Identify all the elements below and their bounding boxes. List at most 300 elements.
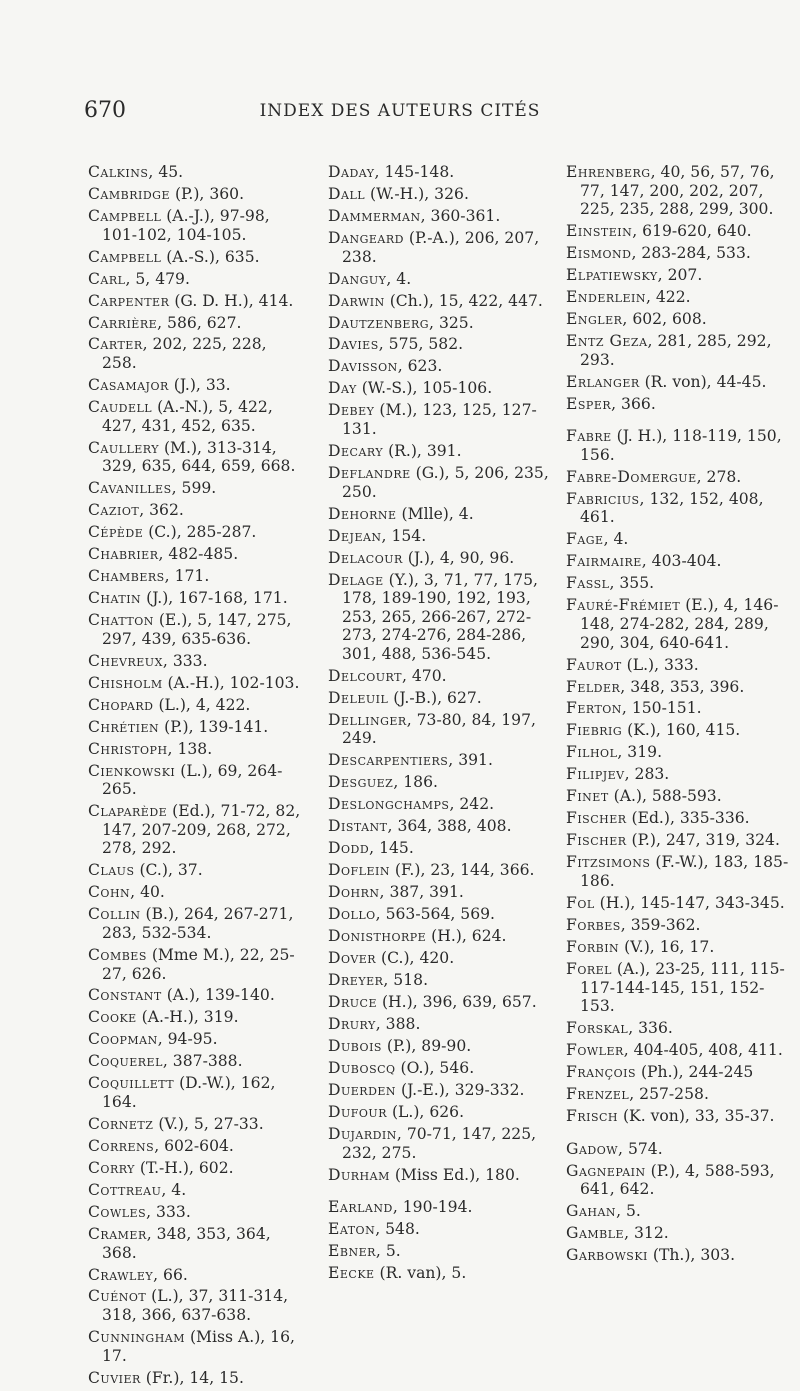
author-name: Descarpentiers [328, 751, 449, 770]
page-references: , 281, 285, 292, 293. [580, 332, 772, 369]
page-references: , 145-148. [374, 163, 455, 181]
index-entry [566, 1162, 790, 1199]
author-name: Earland [328, 1198, 393, 1217]
index-entry [328, 442, 556, 461]
index-entry [328, 270, 556, 289]
author-name: Distant [328, 817, 388, 836]
author-name: Dollo [328, 905, 376, 924]
index-entry [566, 1246, 790, 1265]
index-entry [566, 1224, 790, 1243]
author-name: Coopman [88, 1030, 158, 1049]
page-references: , 154. [381, 526, 427, 545]
index-entry [88, 696, 304, 715]
author-name: Dautzenberg [328, 313, 430, 332]
author-name: Delacour [328, 548, 403, 567]
index-entry [328, 505, 556, 524]
page-references: , 325. [429, 313, 474, 332]
page-references: , 4. [603, 530, 629, 549]
index-entry [566, 765, 790, 784]
index-entry [328, 927, 556, 946]
page-references: , 602, 608. [622, 310, 707, 329]
page-references: (K.), 160, 415. [622, 721, 741, 740]
index-entry [566, 960, 790, 1016]
page-references: (H.), 396, 639, 657. [377, 993, 537, 1012]
index-entry [566, 1140, 790, 1159]
author-name: Dammerman [328, 206, 421, 225]
author-name: Cohn [88, 883, 131, 902]
page-references: (L.), 4, 422. [153, 695, 251, 714]
page-header [0, 98, 800, 126]
page-references: (O.), 546. [395, 1059, 475, 1078]
author-name: Cavanilles [88, 479, 172, 498]
index-entry [328, 751, 556, 770]
index-entry [88, 589, 304, 608]
page-references: (L.), 626. [386, 1103, 465, 1122]
page-references: (P.), 4, 588-593, 641, 642. [580, 1161, 775, 1199]
author-name: Delcourt [328, 666, 402, 685]
page-references: (Ed.), 71-72, 82, 147, 207-209, 268, 272, 278, 292. [102, 802, 301, 858]
author-name: Chopard [88, 695, 154, 714]
index-entry [566, 678, 790, 697]
author-name: Fage [566, 530, 604, 549]
index-entry [88, 905, 304, 942]
page-references: , 145. [369, 839, 414, 858]
page-references: , 602-604. [154, 1136, 234, 1155]
author-name: Durham [328, 1165, 390, 1184]
author-name: Filhol [566, 743, 618, 762]
index-entry [328, 905, 556, 924]
page-references: , 623. [397, 357, 443, 376]
page-references: (Y.), 3, 71, 77, 175, 178, 189-190, 192, 193, 253, 265, 266-267, 272-273, 274-276, 284-286, 301, 488, 536-545. [342, 570, 538, 663]
author-name: François [566, 1063, 636, 1082]
author-name: Casamajor [88, 376, 169, 395]
index-entry [88, 1008, 304, 1027]
index-entry [566, 916, 790, 935]
author-name: Carl [88, 269, 126, 288]
page-references: (W.-H.), 326. [365, 184, 469, 203]
index-entry [328, 1015, 556, 1034]
page-references: (W.-S.), 105-106. [356, 379, 493, 398]
author-name: Dreyer [328, 971, 384, 990]
page-references: , 391. [448, 751, 493, 770]
author-name: Day [328, 379, 357, 398]
page-references: (Fr.), 14, 15. [140, 1368, 244, 1387]
index-entry [328, 711, 556, 748]
author-name: Claparède [88, 802, 168, 821]
index-entry [328, 1103, 556, 1122]
index-entry [328, 1166, 556, 1185]
author-name: Dohrn [328, 883, 380, 902]
index-entry [328, 689, 556, 708]
index-entry [328, 883, 556, 902]
author-name: Chatin [88, 589, 142, 608]
index-entry [88, 883, 304, 902]
page-references: , 171. [164, 567, 210, 586]
page-references: , 482-485. [158, 545, 239, 564]
author-name: Coquillett [88, 1074, 175, 1093]
author-name: Dujardin [328, 1125, 397, 1144]
page-references: (P.), 247, 319, 324. [626, 831, 780, 850]
index-entry [328, 667, 556, 686]
index-entry [88, 1115, 304, 1134]
index-entry [328, 839, 556, 858]
index-entry [328, 401, 556, 438]
author-name: Dover [328, 949, 377, 968]
index-entry [566, 1107, 790, 1126]
page-references: , 70-71, 147, 225, 232, 275. [342, 1125, 537, 1162]
index-entry [88, 1287, 304, 1324]
page-references: , 333. [146, 1202, 191, 1221]
author-name: Forel [566, 959, 612, 978]
index-entry [88, 163, 304, 182]
author-name: Dejean [328, 526, 382, 545]
index-entry [566, 1041, 790, 1060]
author-name: Forbin [566, 937, 620, 956]
author-name: Davies [328, 335, 379, 354]
author-name: Cuvier [88, 1368, 141, 1387]
index-entry [88, 523, 304, 542]
page-references: , 333. [162, 651, 208, 670]
page-references: (H.), 624. [426, 927, 507, 946]
index-entry [328, 527, 556, 546]
author-name: Fischer [566, 809, 627, 828]
index-entry [328, 335, 556, 354]
author-name: Cooke [88, 1008, 137, 1027]
author-name: Fairmaire [566, 552, 642, 571]
author-name: Forskal [566, 1019, 629, 1038]
page-references: , 312. [624, 1224, 669, 1243]
author-name: Campbell [88, 206, 162, 225]
page-references: (V.), 16, 17. [619, 937, 715, 956]
index-entry [328, 971, 556, 990]
index-entry [88, 1159, 304, 1178]
index-entry [566, 490, 790, 527]
author-name: Duerden [328, 1081, 397, 1100]
page-references: (B.), 264, 267-271, 283, 532-534. [102, 905, 294, 942]
author-name: Darwin [328, 291, 385, 310]
index-entry [328, 795, 556, 814]
author-name: Delage [328, 570, 384, 589]
page-references: , 599. [171, 479, 217, 498]
index-entry [88, 1225, 304, 1262]
index-entry [328, 1264, 556, 1283]
author-name: Drury [328, 1015, 376, 1034]
author-name: Caullery [88, 438, 159, 457]
page-references: (L.), 333. [621, 655, 699, 674]
page-references: (J. H.), 118-119, 150, 156. [580, 427, 782, 464]
index-entry [566, 1063, 790, 1082]
page-references: (A.), 23-25, 111, 115-117-144-145, 151, 152-153. [580, 959, 785, 1016]
index-entry [566, 596, 790, 652]
author-name: Cornetz [88, 1115, 154, 1133]
index-entry [328, 185, 556, 204]
page-references: (Mlle), 4. [396, 504, 474, 523]
author-name: Eismond [566, 244, 632, 263]
index-entry [566, 938, 790, 957]
author-name: Calkins [88, 163, 149, 181]
index-entry [566, 894, 790, 913]
page-references: , 94-95. [157, 1030, 218, 1049]
author-name: Entz Geza [566, 332, 648, 351]
index-entry [88, 1203, 304, 1222]
index-entry [88, 1030, 304, 1049]
index-entry [328, 861, 556, 880]
author-name: Garbowski [566, 1246, 648, 1265]
page-references: (L.), 69, 264-265. [102, 761, 283, 799]
author-name: Gagnepain [566, 1161, 646, 1180]
author-name: Gamble [566, 1224, 625, 1243]
author-name: Elpatiewsky [566, 266, 658, 285]
page-references: (A.), 139-140. [161, 986, 275, 1005]
page-references: (J.), 4, 90, 96. [402, 548, 515, 567]
page-references: (A.-J.), 97-98, 101-102, 104-105. [102, 206, 270, 244]
author-name: Dall [328, 184, 366, 203]
page-references: , 387, 391. [379, 883, 464, 902]
page-references: , 348, 353, 396. [620, 677, 745, 696]
page-references: , 45. [148, 163, 184, 181]
index-entry [328, 1081, 556, 1100]
page-references: (P.), 89-90. [381, 1037, 472, 1056]
author-name: Fol [566, 893, 595, 912]
author-name: Doflein [328, 861, 390, 880]
page-references: (K. von), 33, 35-37. [618, 1107, 775, 1126]
author-name: Cottreau [88, 1180, 162, 1199]
index-entry [566, 699, 790, 718]
author-name: Chabrier [88, 545, 159, 564]
page-references: , 40, 56, 57, 76, 77, 147, 200, 202, 207, 225, 235, 288, 299, 300. [580, 163, 775, 219]
author-name: Chevreux [88, 651, 163, 670]
index-entry [328, 549, 556, 568]
index-entry [88, 314, 304, 333]
page-references: (E.), 5, 147, 275, 297, 439, 635-636. [102, 611, 292, 648]
index-entry [328, 949, 556, 968]
author-name: Ehrenberg [566, 163, 651, 181]
author-name: Dodd [328, 839, 370, 858]
author-name: Esper [566, 394, 612, 413]
index-entry [328, 357, 556, 376]
page-references: (M.), 313-314, 329, 635, 644, 659, 668. [102, 438, 296, 476]
page-references: (Ch.), 15, 422, 447. [384, 291, 543, 310]
index-entry [566, 853, 790, 890]
page-references: (H.), 145-147, 343-345. [594, 893, 785, 912]
page-references: (F.), 23, 144, 366. [389, 861, 535, 880]
page-references: , 73-80, 84, 197, 249. [342, 710, 536, 748]
author-name: Chisholm [88, 673, 163, 692]
author-name: Dubois [328, 1037, 382, 1056]
index-entry [88, 986, 304, 1005]
author-name: Dufour [328, 1103, 387, 1122]
index-entry [88, 292, 304, 311]
index-entry [88, 335, 304, 372]
author-name: Crawley [88, 1265, 154, 1284]
author-name: Dellinger [328, 710, 407, 729]
index-entry [88, 1328, 304, 1365]
author-name: Fabre-Domergue [566, 467, 697, 486]
page-references: (A.-H.), 102-103. [162, 673, 300, 692]
page-references: , 5, 479. [125, 269, 190, 288]
index-entry [88, 376, 304, 395]
author-name: Collin [88, 905, 141, 924]
page-references: (J.-B.), 627. [388, 688, 482, 707]
author-name: Cépède [88, 523, 144, 542]
index-entry [88, 946, 304, 983]
author-name: Deleuil [328, 688, 389, 707]
index-entry [328, 292, 556, 311]
author-name: Fabricius [566, 489, 640, 508]
author-name: Dangeard [328, 228, 404, 247]
index-entry [566, 266, 790, 285]
page-references: , 4. [161, 1180, 187, 1199]
author-name: Claus [88, 861, 135, 880]
page-references: (Ed.), 335-336. [626, 809, 750, 828]
index-entry [566, 1202, 790, 1221]
index-entry [328, 817, 556, 836]
author-name: Debey [328, 401, 375, 420]
author-name: Frenzel [566, 1085, 630, 1104]
index-entry [328, 464, 556, 501]
index-entry [328, 1037, 556, 1056]
index-entry [328, 993, 556, 1012]
author-name: Enderlein [566, 288, 646, 307]
index-entry [88, 861, 304, 880]
index-entry [566, 656, 790, 675]
author-name: Deflandre [328, 464, 411, 482]
author-name: Decary [328, 442, 384, 461]
index-entry [88, 1369, 304, 1388]
index-entry [88, 652, 304, 671]
author-name: Carrière [88, 313, 158, 332]
index-entry [88, 567, 304, 586]
author-name: Ferton [566, 699, 622, 718]
index-entry [88, 185, 304, 204]
page-references: , 518. [383, 971, 429, 990]
author-name: Donisthorpe [328, 927, 427, 946]
page-references: , 202, 225, 228, 258. [102, 335, 267, 373]
author-name: Cowles [88, 1202, 147, 1221]
author-name: Danguy [328, 269, 387, 288]
page-references: (P.), 139-141. [159, 717, 269, 736]
index-entry [88, 207, 304, 244]
page-references: , 138. [167, 739, 213, 758]
index-entry [566, 787, 790, 806]
page-references: , 150-151. [621, 699, 702, 718]
author-name: Coquerel [88, 1052, 163, 1071]
index-entry [566, 831, 790, 850]
page-references: , 5. [616, 1202, 641, 1221]
author-name: Fabre [566, 427, 612, 446]
author-name: Ebner [328, 1242, 376, 1261]
author-name: Chatton [88, 611, 154, 630]
author-name: Fowler [566, 1041, 624, 1060]
page-references: (R. van), 5. [374, 1264, 467, 1283]
index-column-1 [88, 163, 304, 1391]
index-entry [328, 1059, 556, 1078]
page-references: , 387-388. [162, 1052, 243, 1071]
page-references: , 186. [393, 773, 438, 792]
page-references: , 132, 152, 408, 461. [580, 489, 764, 527]
author-name: Eaton [328, 1220, 376, 1239]
index-entry [566, 721, 790, 740]
page-references: , 283. [624, 765, 670, 784]
index-entry [88, 479, 304, 498]
author-name: Chambers [88, 567, 165, 586]
index-entry [328, 571, 556, 664]
index-entry [566, 332, 790, 369]
page-references: , 470. [401, 666, 447, 685]
index-entry [88, 762, 304, 799]
author-name: Felder [566, 677, 621, 696]
page-references: , 190-194. [392, 1198, 473, 1217]
index-entry [566, 427, 790, 464]
page-references: , 548. [375, 1220, 420, 1239]
page-references: , 40. [130, 883, 165, 902]
index-column-2 [328, 163, 556, 1286]
page-references: (J.-E.), 329-332. [396, 1081, 525, 1100]
index-entry [566, 809, 790, 828]
page-references: , 619-620, 640. [632, 222, 752, 241]
author-name: Fitzsimons [566, 853, 651, 872]
author-name: Fassl [566, 574, 610, 593]
author-name: Campbell [88, 247, 162, 266]
author-name: Davisson [328, 357, 398, 376]
author-name: Forbes [566, 915, 621, 934]
page-references: , 355. [609, 574, 655, 593]
author-name: Dehorne [328, 504, 397, 523]
page-references: , 336. [628, 1019, 673, 1038]
index-entry [566, 1019, 790, 1038]
page-references: (C.), 37. [134, 861, 203, 880]
index-entry [88, 439, 304, 476]
page-references: (A.-H.), 319. [136, 1008, 239, 1027]
index-entry [328, 379, 556, 398]
index-entry [328, 314, 556, 333]
author-name: Caudell [88, 398, 153, 417]
author-name: Fauré-Frémiet [566, 596, 681, 615]
author-name: Chrétien [88, 717, 160, 736]
page-references: (L.), 37, 311-314, 318, 366, 637-638. [102, 1287, 289, 1325]
index-entry [566, 310, 790, 329]
author-name: Filipjev [566, 765, 625, 784]
author-name: Fischer [566, 831, 627, 850]
index-entry [88, 611, 304, 648]
author-name: Cuénot [88, 1287, 147, 1306]
page-references: (A.-N.), 5, 422, 427, 431, 452, 635. [102, 398, 273, 435]
index-entry [88, 545, 304, 564]
page-references: (C.), 420. [376, 949, 455, 968]
index-entry [88, 718, 304, 737]
page-references: , 319. [617, 743, 663, 762]
page-references: , 364, 388, 408. [387, 817, 512, 836]
author-name: Combes [88, 945, 147, 964]
author-name: Carpenter [88, 291, 170, 310]
index-entry [88, 248, 304, 267]
page-references: , 563-564, 569. [375, 905, 496, 924]
index-entry [566, 163, 790, 219]
author-name: Cramer [88, 1224, 147, 1243]
author-name: Gadow [566, 1139, 619, 1158]
index-entry [328, 163, 556, 182]
index-entry [328, 1220, 556, 1239]
page-references: (A.), 588-593. [608, 787, 722, 806]
page-references: , 360-361. [420, 206, 501, 225]
index-entry [566, 288, 790, 307]
page-references: (V.), 5, 27-33. [153, 1115, 264, 1133]
page-references: (E.), 4, 146-148, 274-282, 284, 289, 290, 304, 640-641. [580, 596, 779, 652]
author-name: Daday [328, 163, 375, 181]
index-entry [566, 1085, 790, 1104]
index-entry [566, 552, 790, 571]
page-references: (G. D. H.), 414. [169, 291, 294, 310]
